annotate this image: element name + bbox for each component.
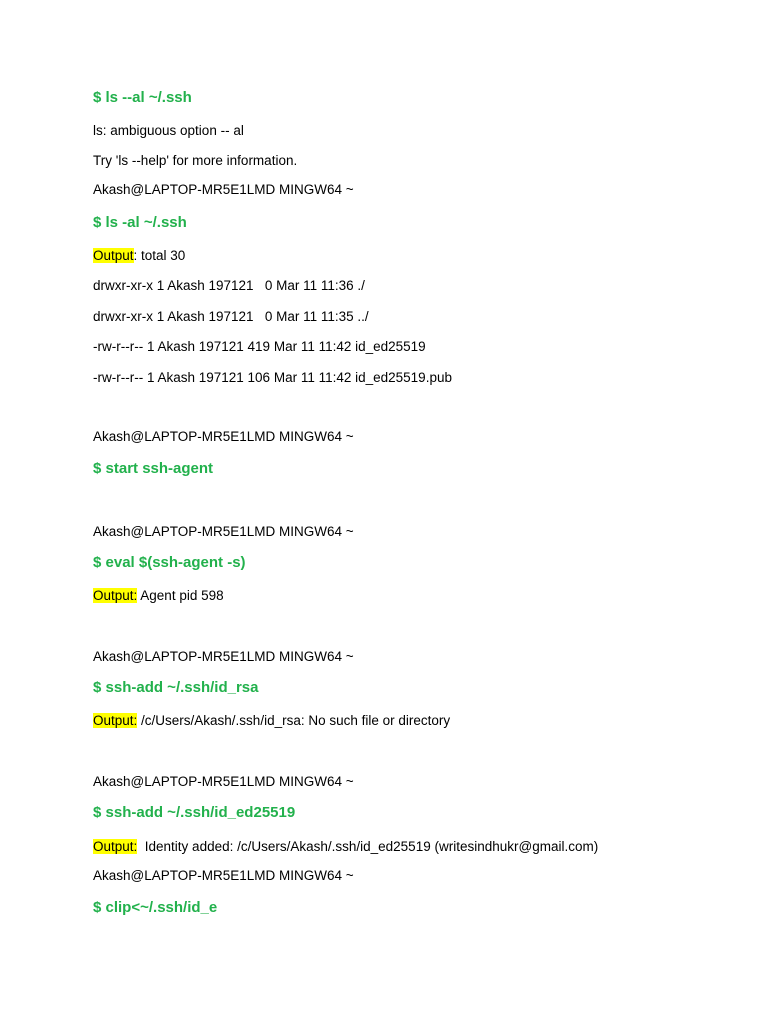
line-text: Akash@LAPTOP-MR5E1LMD MINGW64 ~ bbox=[93, 649, 354, 664]
command-text: $ clip<~/.ssh/id_e bbox=[93, 899, 218, 916]
output-label: Output: bbox=[93, 839, 138, 854]
command-text: $ ls --al ~/.ssh bbox=[93, 89, 192, 106]
command-text: $ ls -al ~/.ssh bbox=[93, 214, 187, 231]
command-text: $ ssh-add ~/.ssh/id_rsa bbox=[93, 679, 259, 696]
command-line bbox=[93, 553, 246, 573]
line-text: Akash@LAPTOP-MR5E1LMD MINGW64 ~ bbox=[93, 429, 354, 444]
prompt-line bbox=[93, 428, 354, 446]
output-text: Agent pid 598 bbox=[137, 588, 224, 603]
command-line bbox=[93, 803, 295, 823]
command-line bbox=[93, 213, 187, 233]
output-label: Output: bbox=[93, 588, 138, 603]
command-text: $ start ssh-agent bbox=[93, 460, 214, 477]
line-text: ls: ambiguous option -- al bbox=[93, 123, 244, 138]
output-line bbox=[93, 838, 598, 856]
text-line bbox=[93, 338, 426, 356]
output-label: Output bbox=[93, 248, 134, 263]
output-label: Output: bbox=[93, 713, 138, 728]
text-line bbox=[93, 152, 297, 170]
output-text: Identity added: /c/Users/Akash/.ssh/id_ed25519 (writesindhukr@gmail.com) bbox=[137, 839, 599, 854]
command-text: $ eval $(ssh-agent -s) bbox=[93, 554, 246, 571]
text-line bbox=[93, 122, 244, 140]
text-line bbox=[93, 369, 452, 387]
line-text: -rw-r--r-- 1 Akash 197121 106 Mar 11 11:42 id_ed25519.pub bbox=[93, 370, 452, 385]
prompt-line bbox=[93, 648, 354, 666]
command-line bbox=[93, 678, 259, 698]
line-text: Akash@LAPTOP-MR5E1LMD MINGW64 ~ bbox=[93, 524, 354, 539]
output-line bbox=[93, 587, 224, 605]
output-text: /c/Users/Akash/.ssh/id_rsa: No such file or directory bbox=[137, 713, 451, 728]
line-text: Akash@LAPTOP-MR5E1LMD MINGW64 ~ bbox=[93, 868, 354, 883]
command-line bbox=[93, 898, 217, 918]
prompt-line bbox=[93, 773, 354, 791]
command-line bbox=[93, 459, 213, 479]
text-line bbox=[93, 308, 369, 326]
prompt-line bbox=[93, 181, 354, 199]
prompt-line bbox=[93, 867, 354, 885]
line-text: Akash@LAPTOP-MR5E1LMD MINGW64 ~ bbox=[93, 774, 354, 789]
line-text: Try 'ls --help' for more information. bbox=[93, 153, 298, 168]
command-text: $ ssh-add ~/.ssh/id_ed25519 bbox=[93, 804, 296, 821]
output-line bbox=[93, 712, 450, 730]
text-line bbox=[93, 277, 365, 295]
line-text: drwxr-xr-x 1 Akash 197121 0 Mar 11 11:36 ./ bbox=[93, 278, 365, 293]
line-text: -rw-r--r-- 1 Akash 197121 419 Mar 11 11:42 id_ed25519 bbox=[93, 339, 426, 354]
line-text: Akash@LAPTOP-MR5E1LMD MINGW64 ~ bbox=[93, 182, 354, 197]
command-line bbox=[93, 88, 192, 108]
output-line bbox=[93, 247, 185, 265]
line-text: drwxr-xr-x 1 Akash 197121 0 Mar 11 11:35 ../ bbox=[93, 309, 369, 324]
prompt-line bbox=[93, 523, 354, 541]
output-text: : total 30 bbox=[133, 248, 186, 263]
